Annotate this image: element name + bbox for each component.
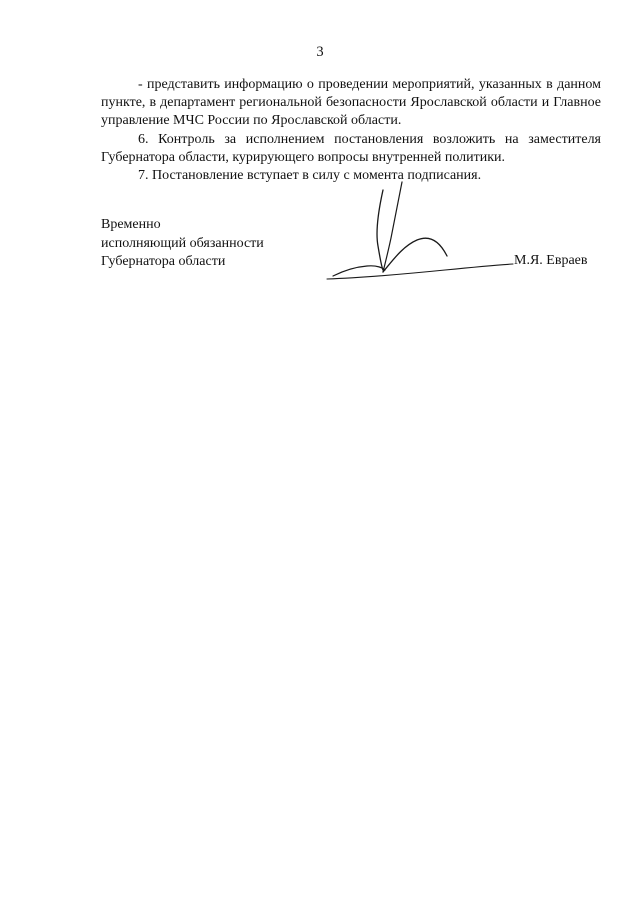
- document-body: [101, 76, 601, 185]
- paragraph-effect-item-7: 7. Постановление вступает в силу с момента подписания.: [138, 168, 482, 184]
- position-line-2: исполняющий обязанности: [101, 235, 264, 251]
- signer-name: М.Я. Евраев: [514, 253, 588, 268]
- handwritten-signature-icon: [325, 178, 525, 283]
- paragraph-info-submission: - представить информацию о проведении мероприятий, указанных в данном пункте, в департамент региональной безопасности Ярославской области и Главное управление МЧС России по Ярославской области.: [101, 77, 601, 129]
- page-number: 3: [316, 44, 324, 60]
- signatory-position: [101, 216, 264, 272]
- paragraph-control-item-6: 6. Контроль за исполнением постановления возложить на заместителя Губернатора области, курирующего вопросы внутренней политики.: [101, 131, 601, 165]
- position-line-1: Временно: [101, 217, 161, 232]
- position-line-3: Губернатора области: [101, 254, 226, 269]
